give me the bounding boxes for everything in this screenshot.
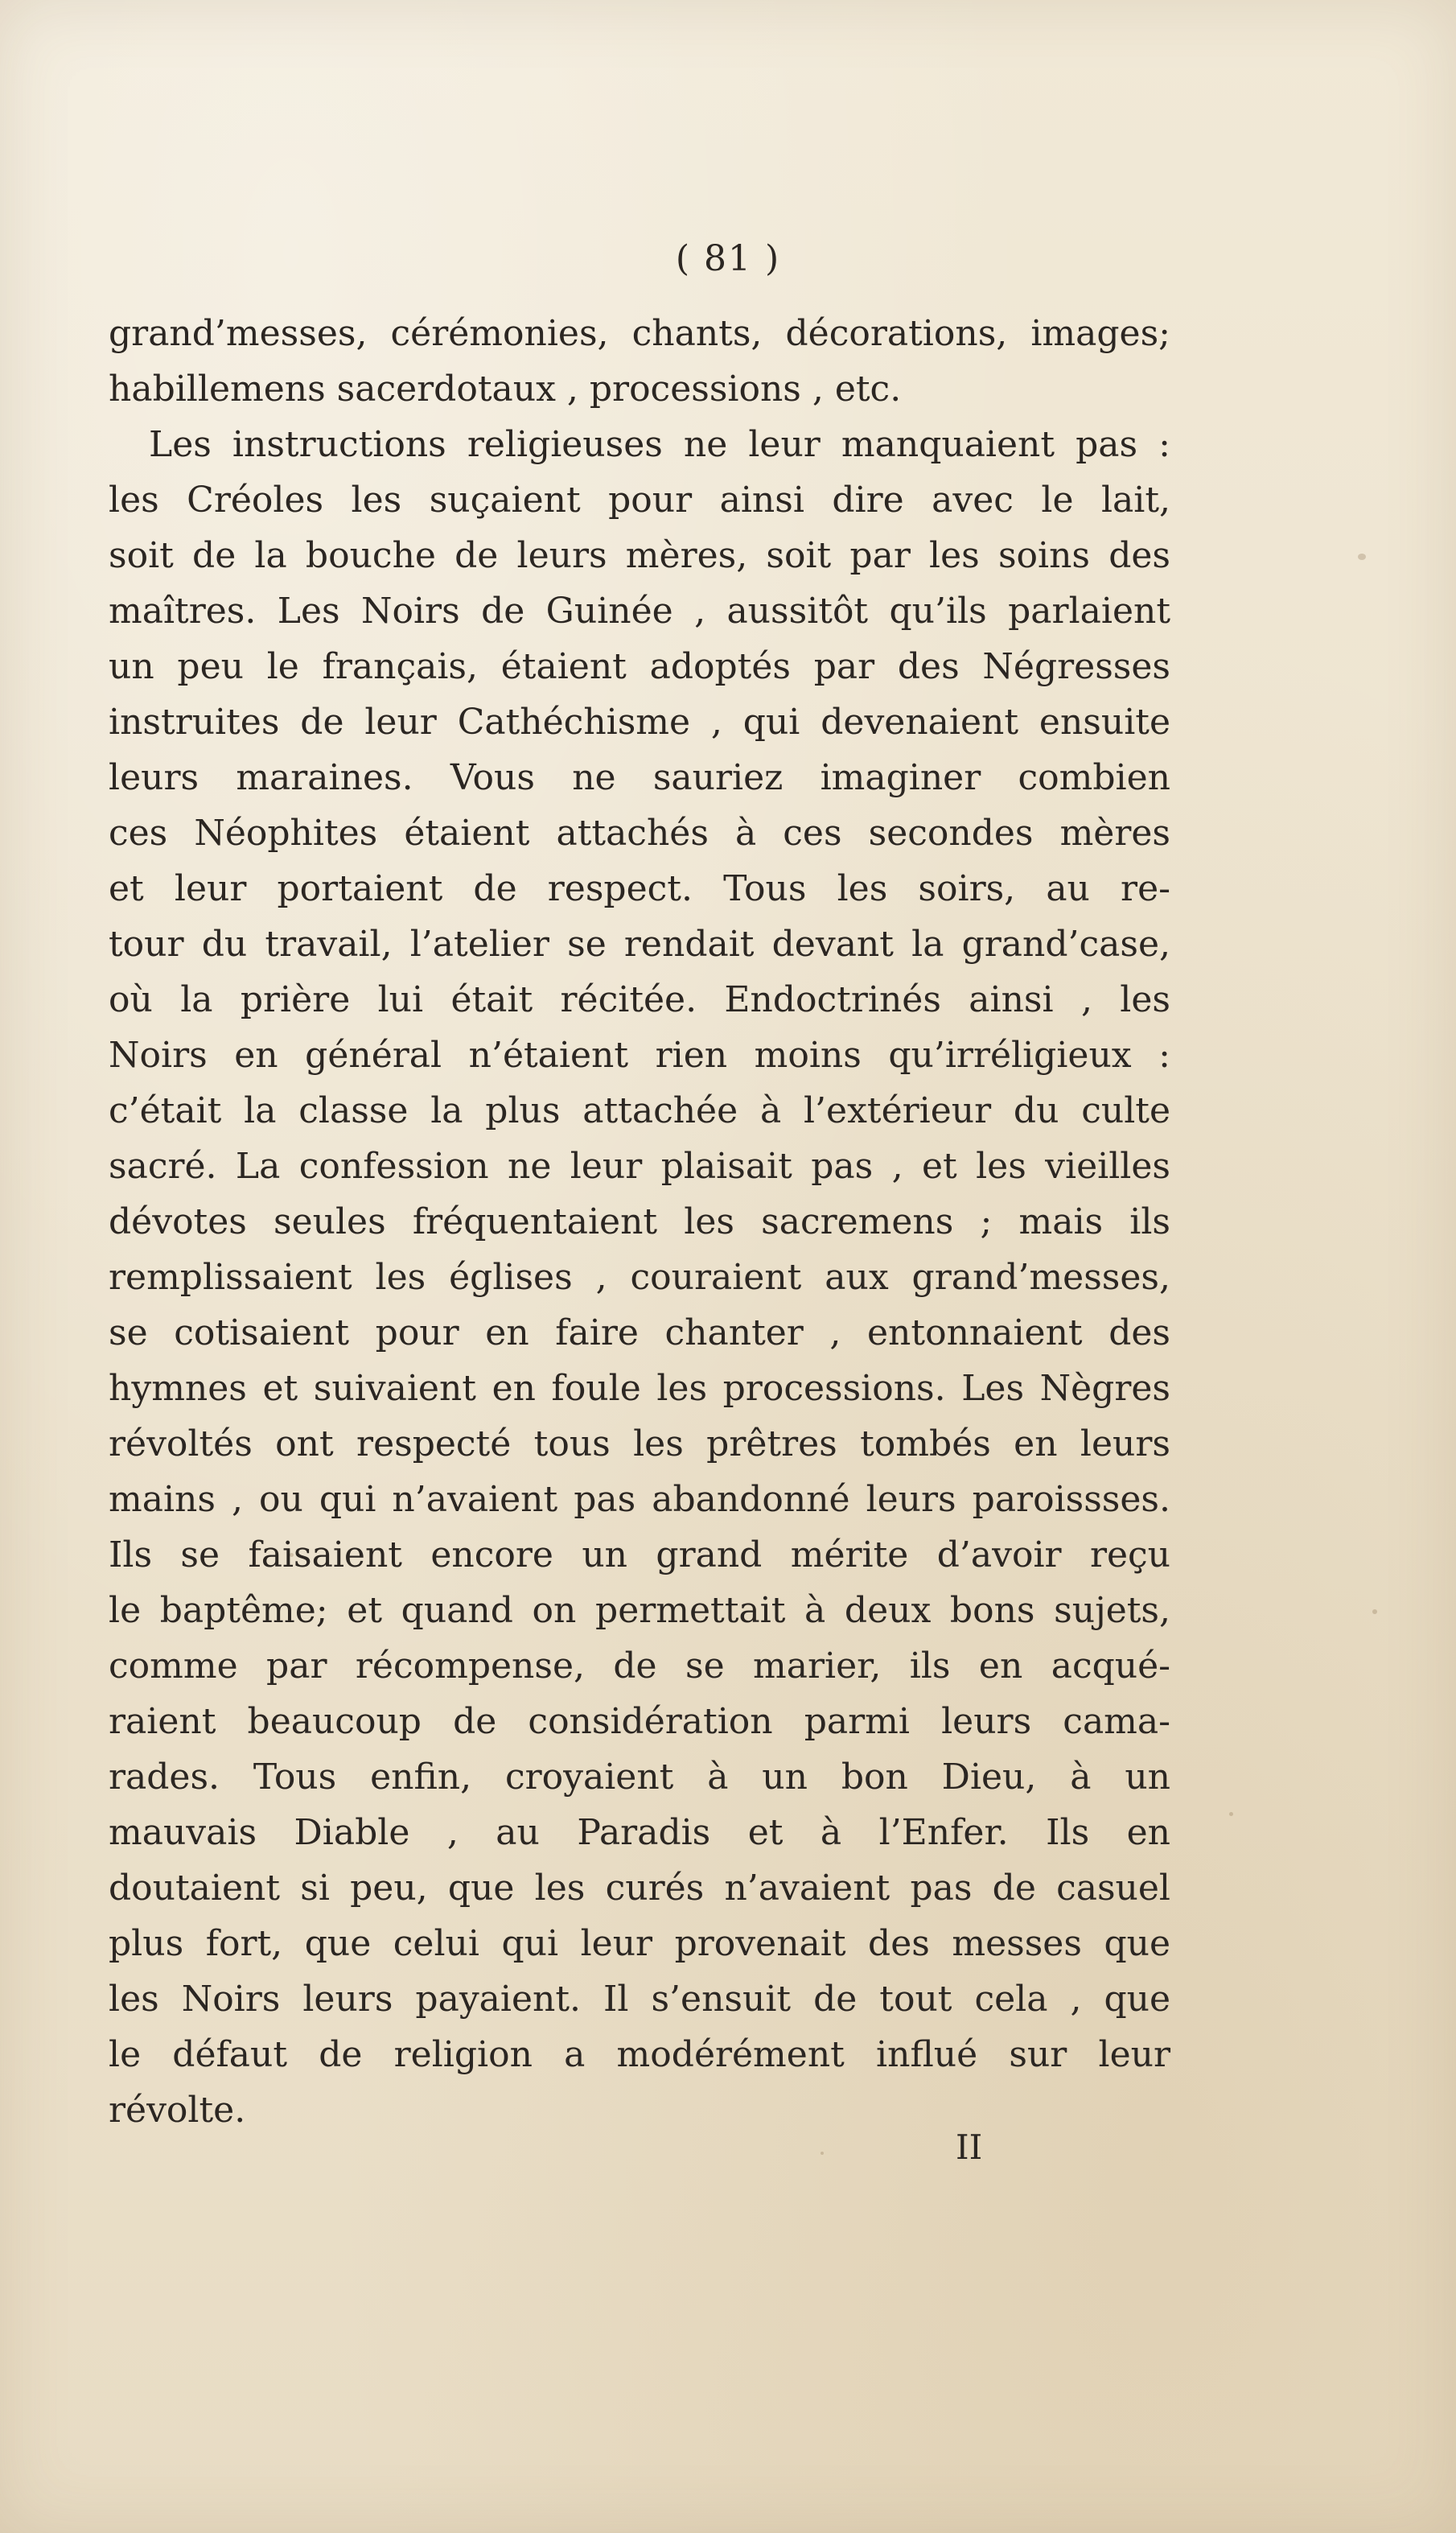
text-line: se cotisaient pour en faire chanter , entonnaient des [109,1312,1170,1353]
text-line: plus fort, que celui qui leur provenait des messes que [109,1923,1170,1964]
text-line: et leur portaient de respect. Tous les soirs, au re- [109,868,1170,909]
text-line: raient beaucoup de considération parmi leurs cama- [109,1701,1170,1742]
text-line: ces Néophites étaient attachés à ces secondes mères [109,813,1170,854]
text-line: dévotes seules fréquentaient les sacremens ; mais ils [109,1201,1170,1242]
text-line: instruites de leur Cathéchisme , qui devenaient ensuite [109,702,1170,743]
text-line: un peu le français, étaient adoptés par des Négresses [109,646,1170,687]
catchword-signature: II [956,2127,983,2167]
text-line: remplissaient les églises , couraient aux grand’messes, [109,1257,1170,1298]
text-line: mains , ou qui n’avaient pas abandonné leurs paroissses. [109,1479,1170,1520]
text-line: tour du travail, l’atelier se rendait devant la grand’case, [109,924,1170,965]
paper-speck [1372,1609,1377,1614]
paper-speck [1358,554,1366,560]
text-line-content: Les instructions religieuses ne leur manquaient pas : [149,424,1170,465]
text-line: le défaut de religion a modérément influé sur leur [109,2034,1170,2075]
text-line: les Noirs leurs payaient. Il s’ensuit de tout cela , que [109,1979,1170,2020]
body-text [109,306,1170,2138]
text-line: où la prière lui était récitée. Endoctrinés ainsi , les [109,979,1170,1020]
text-line: maîtres. Les Noirs de Guinée , aussitôt qu’ils parlaient [109,591,1170,632]
text-line: les Créoles les suçaient pour ainsi dire avec le lait, [109,480,1170,521]
paper-speck [1229,1812,1233,1816]
paper-speck [821,2152,824,2155]
text-line [109,417,1170,472]
text-line: grand’messes, cérémonies, chants, décorations, images; [109,313,1170,354]
page-number-header: ( 81 ) [675,238,781,279]
text-line: soit de la bouche de leurs mères, soit par les soins des [109,535,1170,576]
text-line: comme par récompense, de se marier, ils en acqué- [109,1645,1170,1687]
text-line: rades. Tous enfin, croyaient à un bon Dieu, à un [109,1757,1170,1798]
text-line: révoltés ont respecté tous les prêtres tombés en leurs [109,1423,1170,1464]
text-line: habillemens sacerdotaux , processions , etc. [109,369,902,410]
text-line: hymnes et suivaient en foule les processions. Les Nègres [109,1368,1170,1409]
text-line: mauvais Diable , au Paradis et à l’Enfer. Ils en [109,1812,1170,1853]
text-line: c’était la classe la plus attachée à l’extérieur du culte [109,1090,1170,1131]
text-line: Ils se faisaient encore un grand mérite d’avoir reçu [109,1534,1170,1575]
text-line: le baptême; et quand on permettait à deux bons sujets, [109,1590,1170,1631]
text-line: révolte. [109,2090,246,2131]
text-line: doutaient si peu, que les curés n’avaient pas de casuel [109,1868,1170,1909]
text-line: Noirs en général n’étaient rien moins qu’irréligieux : [109,1035,1170,1076]
text-line: leurs maraines. Vous ne sauriez imaginer combien [109,757,1170,798]
text-line: sacré. La confession ne leur plaisait pas , et les vieilles [109,1146,1170,1187]
